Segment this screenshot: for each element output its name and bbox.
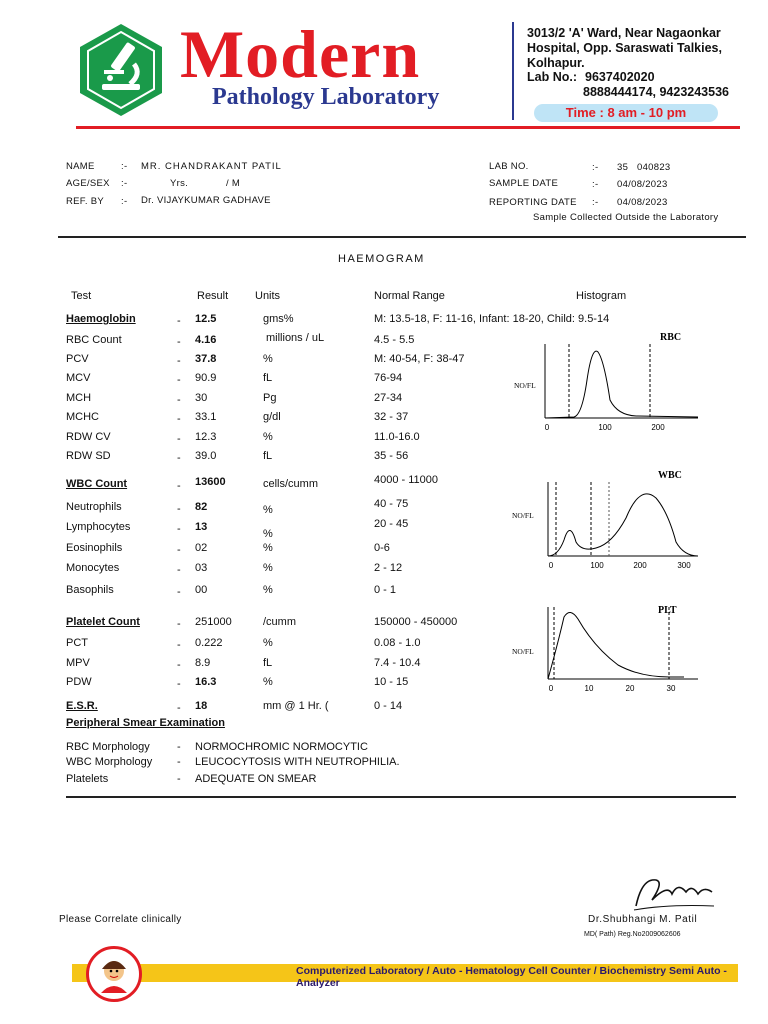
test-name: RDW CV [66, 431, 111, 443]
test-name: MCH [66, 392, 92, 404]
sample-date: 04/08/2023 [617, 179, 668, 190]
normal-range: 20 - 45 [374, 518, 409, 530]
test-name: Eosinophils [66, 542, 123, 554]
test-result: 02 [195, 542, 208, 554]
test-name: PCV [66, 353, 89, 365]
labno-sep: :- [592, 162, 599, 173]
normal-range: M: 40-54, F: 38-47 [374, 353, 465, 365]
test-unit: % [263, 353, 273, 365]
lab-phone-label: Lab No.: [527, 70, 577, 84]
normal-range: 0-6 [374, 542, 390, 554]
normal-range: 2 - 12 [374, 562, 403, 574]
collection-note: Sample Collected Outside the Laboratory [533, 212, 719, 223]
row-dash: - [177, 394, 181, 406]
normal-range: 10 - 15 [374, 676, 409, 688]
reporting-date-sep: :- [592, 197, 599, 208]
row-dash: - [177, 544, 181, 556]
test-result: 90.9 [195, 372, 217, 384]
lab-phone-2: 8888444174, 9423243536 [583, 85, 729, 99]
test-name: Basophils [66, 584, 114, 596]
col-result: Result [197, 290, 229, 302]
test-unit: % [263, 528, 273, 540]
col-histogram: Histogram [576, 290, 627, 302]
rbc-tick-0: 0 [544, 423, 550, 432]
smear-label: WBC Morphology [66, 756, 153, 768]
brand-name: Modern [180, 16, 421, 92]
name-label: NAME [66, 161, 95, 172]
smear-value: LEUCOCYTOSIS WITH NEUTROPHILIA. [195, 756, 400, 768]
row-dash: - [177, 480, 181, 492]
referring-doctor: Dr. VIJAYKUMAR GADHAVE [141, 195, 271, 206]
plt-tick-20: 20 [625, 684, 635, 693]
correlate-note: Please Correlate clinically [59, 914, 182, 925]
test-result: 18 [195, 700, 208, 712]
test-unit: % [263, 676, 273, 688]
header-divider [512, 22, 514, 120]
doctor-name: Dr.Shubhangi M. Patil [588, 914, 698, 925]
report-title: HAEMOGRAM [338, 253, 425, 265]
test-name: Platelet Count [66, 616, 140, 628]
row-dash: - [177, 586, 181, 598]
plt-histogram [508, 603, 708, 698]
sample-date-sep: :- [592, 179, 599, 190]
smear-label: RBC Morphology [66, 741, 150, 753]
wbc-hist-ylabel: NO/FL [512, 511, 534, 520]
test-name: MCHC [66, 411, 99, 423]
col-units: Units [255, 290, 281, 302]
test-result: 30 [195, 392, 208, 404]
footer-services: Computerized Laboratory / Auto - Hematology Cell Counter / Biochemistry Semi Auto - Analyzer [296, 965, 727, 989]
rbc-histogram [508, 330, 708, 435]
smear-dash: - [177, 756, 181, 768]
test-unit: % [263, 562, 273, 574]
test-name: MCV [66, 372, 91, 384]
test-result: 82 [195, 501, 208, 513]
age-years: Yrs. [170, 178, 189, 189]
normal-range: 0 - 1 [374, 584, 397, 596]
wbc-tick-200: 200 [633, 561, 647, 570]
normal-range: 76-94 [374, 372, 403, 384]
header-rule [76, 126, 740, 129]
normal-range: 0 - 14 [374, 700, 403, 712]
refby-sep: :- [121, 196, 128, 207]
reporting-date-label: REPORTING DATE [489, 197, 577, 208]
test-result: 39.0 [195, 450, 217, 462]
test-result: 33.1 [195, 411, 217, 423]
normal-range: 11.0-16.0 [374, 431, 420, 443]
row-dash: - [177, 523, 181, 535]
brand-subtitle: Pathology Laboratory [212, 84, 440, 110]
test-name: PCT [66, 637, 88, 649]
agesex-label: AGE/SEX [66, 178, 110, 189]
test-name: PDW [66, 676, 92, 688]
rbc-hist-title: RBC [660, 332, 682, 343]
row-dash: - [177, 503, 181, 515]
address-line-1: 3013/2 'A' Ward, Near Nagaonkar [527, 26, 721, 40]
test-result: 4.16 [195, 334, 217, 346]
agesex-sep: :- [121, 178, 128, 189]
test-unit: fL [263, 450, 273, 462]
test-result: 13 [195, 521, 208, 533]
test-result: 00 [195, 584, 208, 596]
plt-tick-30: 30 [666, 684, 676, 693]
test-name: Neutrophils [66, 501, 122, 513]
doctor-registration: MD( Path) Reg.No2009062606 [584, 931, 681, 938]
rbc-tick-100: 100 [598, 423, 612, 432]
smear-title: Peripheral Smear Examination [66, 717, 225, 729]
col-range: Normal Range [374, 290, 445, 302]
col-test: Test [71, 290, 92, 302]
normal-range: 150000 - 450000 [374, 616, 458, 628]
test-unit: fL [263, 372, 273, 384]
test-result: 12.3 [195, 431, 217, 443]
test-unit: millions / uL [266, 332, 325, 344]
row-dash: - [177, 564, 181, 576]
test-unit: % [263, 542, 273, 554]
row-dash: - [177, 355, 181, 367]
smear-dash: - [177, 741, 181, 753]
name-sep: :- [121, 161, 128, 172]
normal-range: 7.4 - 10.4 [374, 657, 421, 669]
row-dash: - [177, 413, 181, 425]
wbc-histogram [508, 468, 708, 573]
smear-value: NORMOCHROMIC NORMOCYTIC [195, 741, 368, 753]
row-dash: - [177, 678, 181, 690]
test-unit: % [263, 431, 273, 443]
row-dash: - [177, 336, 181, 348]
row-dash: - [177, 659, 181, 671]
normal-range: 4.5 - 5.5 [374, 334, 415, 346]
section-rule [58, 236, 746, 238]
test-name: Lymphocytes [66, 521, 131, 533]
wbc-tick-0: 0 [548, 561, 554, 570]
test-name: Monocytes [66, 562, 120, 574]
test-unit: g/dl [263, 411, 281, 423]
test-unit: /cumm [263, 616, 296, 628]
test-result: 8.9 [195, 657, 211, 669]
test-name: E.S.R. [66, 700, 98, 712]
lab-number: 35 040823 [617, 162, 671, 173]
patient-sex: / M [226, 178, 241, 189]
end-rule [66, 796, 736, 798]
test-name: Haemoglobin [66, 313, 136, 325]
smear-dash: - [177, 773, 181, 785]
plt-tick-10: 10 [584, 684, 594, 693]
row-dash: - [177, 452, 181, 464]
address-line-3: Kolhapur. [527, 56, 585, 70]
sample-date-label: SAMPLE DATE [489, 178, 559, 189]
test-name: MPV [66, 657, 90, 669]
row-dash: - [177, 618, 181, 630]
wbc-tick-100: 100 [590, 561, 604, 570]
test-unit: mm @ 1 Hr. ( [263, 700, 329, 712]
smear-label: Platelets [66, 773, 109, 785]
test-result: 03 [195, 562, 208, 574]
plt-hist-ylabel: NO/FL [512, 647, 534, 656]
test-unit: cells/cumm [263, 478, 319, 490]
rbc-tick-200: 200 [651, 423, 665, 432]
wbc-hist-title: WBC [658, 470, 682, 481]
test-result: 0.222 [195, 637, 223, 649]
normal-range: 40 - 75 [374, 498, 409, 510]
row-dash: - [177, 374, 181, 386]
row-dash: - [177, 639, 181, 651]
refby-label: REF. BY [66, 196, 104, 207]
row-dash: - [177, 433, 181, 445]
rbc-hist-ylabel: NO/FL [514, 381, 536, 390]
test-unit: fL [263, 657, 273, 669]
test-result: 251000 [195, 616, 232, 628]
normal-range: 0.08 - 1.0 [374, 637, 421, 649]
normal-range: 35 - 56 [374, 450, 409, 462]
test-unit: gms% [263, 313, 294, 325]
test-unit: % [263, 637, 273, 649]
row-dash: - [177, 315, 181, 327]
wbc-tick-300: 300 [677, 561, 691, 570]
labno-label: LAB NO. [489, 161, 529, 172]
normal-range: 32 - 37 [374, 411, 409, 423]
smear-value: ADEQUATE ON SMEAR [195, 773, 317, 785]
test-name: RDW SD [66, 450, 111, 462]
normal-range: M: 13.5-18, F: 11-16, Infant: 18-20, Child: 9.5-14 [374, 313, 610, 325]
test-result: 13600 [195, 476, 226, 488]
reporting-date: 04/08/2023 [617, 197, 668, 208]
normal-range: 27-34 [374, 392, 403, 404]
microscope-logo-icon [78, 22, 164, 118]
test-result: 12.5 [195, 313, 217, 325]
timing-badge: Time : 8 am - 10 pm [534, 104, 718, 122]
row-dash: - [177, 702, 181, 714]
plt-tick-0: 0 [548, 684, 554, 693]
test-result: 16.3 [195, 676, 217, 688]
patient-name: MR. CHANDRAKANT PATIL [141, 161, 282, 172]
lab-phone-1: 9637402020 [585, 70, 655, 84]
address-line-2: Hospital, Opp. Saraswati Talkies, [527, 41, 722, 55]
test-unit: % [263, 504, 273, 516]
test-unit: Pg [263, 392, 277, 404]
test-unit: % [263, 584, 273, 596]
test-result: 37.8 [195, 353, 217, 365]
test-name: RBC Count [66, 334, 122, 346]
plt-hist-title: PLT [658, 605, 677, 616]
mascot-badge-icon [86, 946, 142, 1002]
test-name: WBC Count [66, 478, 128, 490]
doctor-signature [628, 870, 718, 914]
normal-range: 4000 - 11000 [374, 474, 439, 486]
